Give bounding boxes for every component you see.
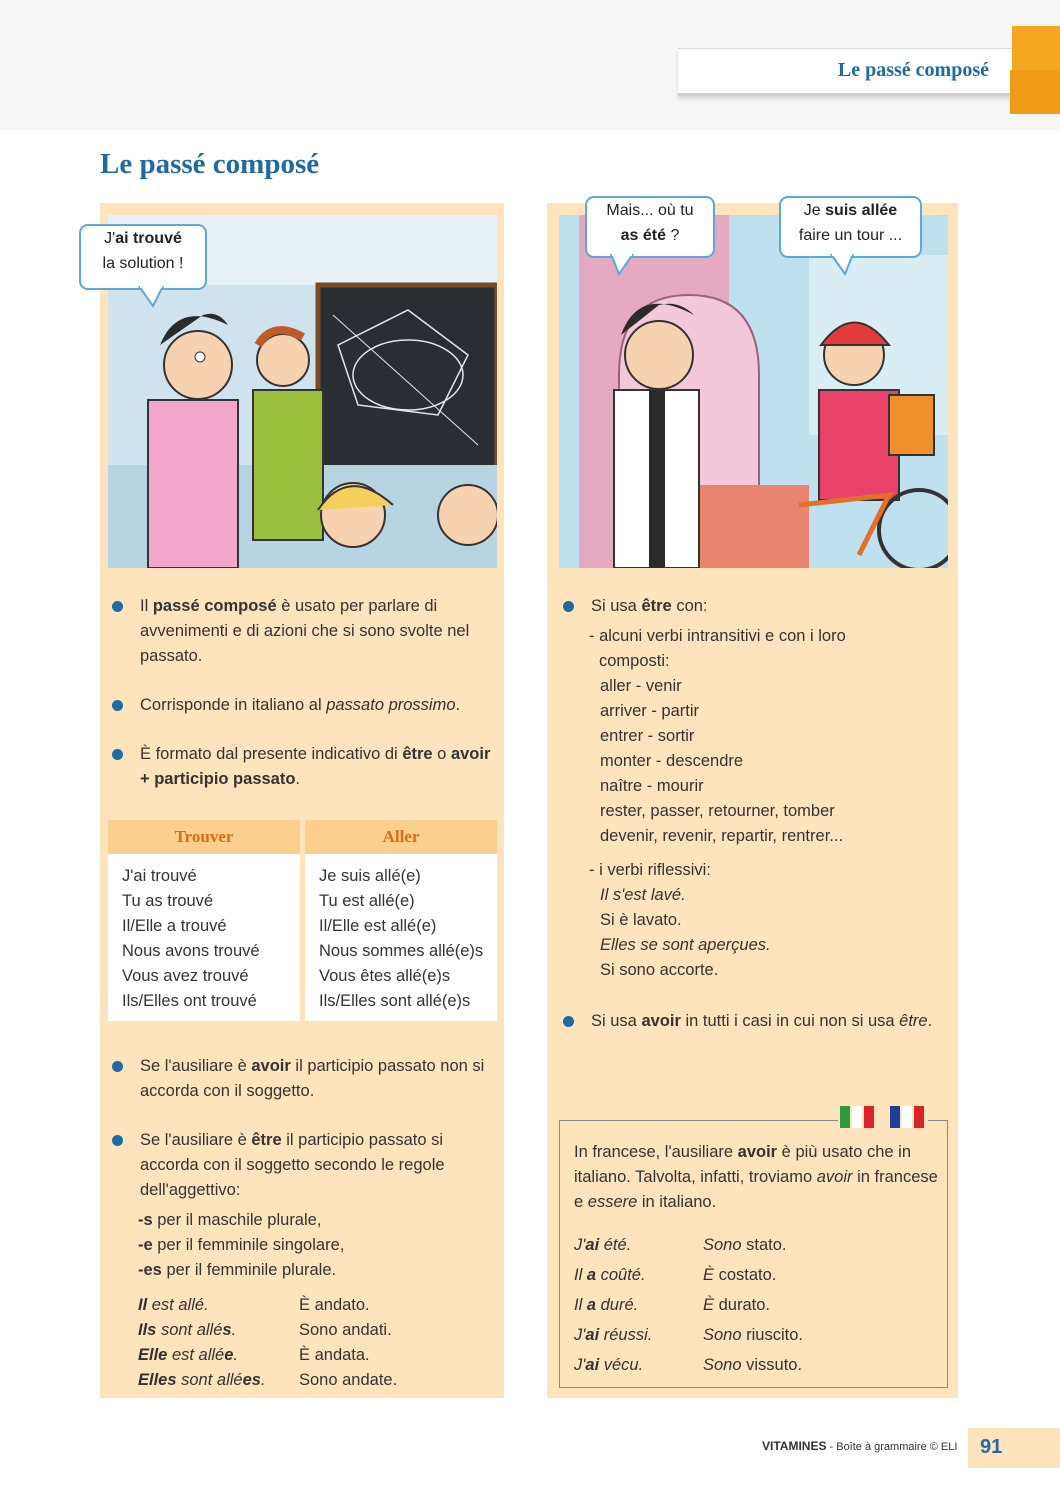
- text: J': [574, 1236, 586, 1254]
- bold-text: a: [586, 1296, 597, 1314]
- italic-text: Sono: [703, 1326, 742, 1344]
- bold-text: a: [586, 1266, 597, 1284]
- sub-intro: - i verbi riflessivi:: [589, 861, 711, 879]
- italic-text: È: [703, 1296, 715, 1314]
- ending-item: [138, 1208, 344, 1233]
- box-row-fr: [574, 1260, 652, 1290]
- french-examples: [138, 1293, 266, 1393]
- column-header: Trouver: [108, 820, 300, 854]
- table-cell: J'ai trouvé: [122, 867, 197, 885]
- text: È formato dal presente indicativo di: [140, 745, 403, 763]
- bubble-bold-text: as été: [620, 227, 667, 244]
- italian-examples: [299, 1293, 397, 1393]
- bubble-text-line2: faire un tour ...: [798, 227, 903, 244]
- reflexive-example: Elles se sont aperçues.: [600, 936, 771, 954]
- reflexive-example: Si è lavato.: [600, 911, 682, 929]
- example-it: È andata.: [299, 1346, 370, 1364]
- page-number-badge: [968, 1428, 1060, 1468]
- text: in italiano.: [637, 1193, 717, 1211]
- text: .: [295, 770, 301, 788]
- box-row-it: [703, 1290, 803, 1320]
- bold-text: avoir: [737, 1143, 778, 1161]
- bullet-dot-icon: [112, 1061, 123, 1072]
- bubble-text: J': [104, 230, 116, 247]
- bold-text: être: [641, 597, 672, 615]
- text: réussi.: [599, 1326, 653, 1344]
- bubble-bold-text: ai trouvé: [115, 230, 182, 247]
- table-cell: Vous avez trouvé: [122, 967, 249, 985]
- text: Il: [574, 1296, 587, 1314]
- text: .: [233, 1346, 239, 1364]
- bold-text: ai: [585, 1236, 600, 1254]
- box-paragraph: [574, 1140, 939, 1215]
- bullet-item: [561, 594, 951, 619]
- box-row-it: [703, 1350, 803, 1380]
- ending-item: [138, 1258, 344, 1283]
- page-title: Le passé composé: [100, 148, 320, 180]
- box-row-it: [703, 1260, 803, 1290]
- bold-text: ai: [585, 1356, 600, 1374]
- table-cell: Il/Elle est allé(e): [319, 917, 437, 935]
- table-cell: Nous avons trouvé: [122, 942, 260, 960]
- footer-credit: [762, 1439, 957, 1453]
- example-fr: [138, 1368, 266, 1393]
- table-cell: Ils/Elles ont trouvé: [122, 992, 257, 1010]
- text: .: [231, 1321, 237, 1339]
- bullet-dot-icon: [112, 700, 123, 711]
- verb-pair: arriver - partir: [600, 702, 700, 720]
- box-row-it: [703, 1230, 803, 1260]
- text: sont allé: [176, 1371, 243, 1389]
- text: Il: [140, 597, 153, 615]
- conjugation-table: [108, 820, 497, 1021]
- text: in francese e: [574, 1168, 938, 1211]
- sub-intro-cont: composti:: [599, 652, 670, 670]
- verb-pair: naître - mourir: [600, 777, 704, 795]
- bullet-dot-icon: [112, 749, 123, 760]
- text: J': [574, 1356, 586, 1374]
- column-aller: [305, 820, 497, 1021]
- verb-pair: rester, passer, retourner, tomber: [600, 802, 835, 820]
- box-row-fr: [574, 1350, 652, 1380]
- italic-text: être: [899, 1012, 928, 1030]
- text: J': [574, 1326, 586, 1344]
- box-row-it: [703, 1320, 803, 1350]
- speech-bubble-answer: [779, 196, 922, 258]
- column-header: Aller: [305, 820, 497, 854]
- text: per il maschile plurale,: [152, 1211, 322, 1229]
- text: è più usato che in italiano. Talvolta, infatti, troviamo: [574, 1143, 912, 1186]
- italy-france-flag-icon: [838, 1103, 928, 1131]
- italic-text: avoir: [816, 1168, 853, 1186]
- bold-text: -e: [138, 1236, 153, 1254]
- table-cell: Il/Elle a trouvé: [122, 917, 227, 935]
- text: per il femminile singolare,: [152, 1236, 345, 1254]
- table-cell: Vous êtes allé(e)s: [319, 967, 451, 985]
- text: costato.: [714, 1266, 777, 1284]
- bold-text: ai: [585, 1326, 600, 1344]
- bold-text: Ils: [138, 1321, 157, 1339]
- bubble-text-line2: la solution !: [102, 255, 184, 272]
- text: est allé: [167, 1346, 225, 1364]
- example-fr: [138, 1293, 266, 1318]
- bubble-tail: [135, 286, 175, 308]
- table-cell: Je suis allé(e): [319, 867, 421, 885]
- text: Si usa: [591, 597, 642, 615]
- bullet-dot-icon: [112, 1135, 123, 1146]
- text: Il: [574, 1266, 587, 1284]
- example-fr: [138, 1343, 266, 1368]
- text: per il femminile plurale.: [161, 1261, 337, 1279]
- example-it: È andato.: [299, 1296, 370, 1314]
- agreement-bullets: [110, 1054, 495, 1203]
- intro-bullets: [110, 594, 495, 792]
- bold-text: -es: [138, 1261, 162, 1279]
- verb-pair: entrer - sortir: [600, 727, 695, 745]
- verb-pair: monter - descendre: [600, 752, 744, 770]
- endings-list: [138, 1208, 344, 1283]
- text: in tutti i casi in cui non si usa: [680, 1012, 900, 1030]
- text: Se l'ausiliare è: [140, 1057, 252, 1075]
- column-trouver: [108, 820, 300, 1021]
- example-it: Sono andate.: [299, 1371, 398, 1389]
- bubble-text: ?: [666, 227, 680, 244]
- text: sont allé: [156, 1321, 223, 1339]
- bullet-item: [110, 594, 495, 669]
- text: est allé.: [147, 1296, 209, 1314]
- section-header: [678, 48, 1013, 96]
- ending-item: [138, 1233, 344, 1258]
- bold-text: -s: [138, 1211, 153, 1229]
- avoir-bullet: [561, 1009, 941, 1034]
- bold-text: avoir + participio passato: [140, 745, 491, 788]
- text: vécu.: [599, 1356, 644, 1374]
- table-cell: Ils/Elles sont allé(e)s: [319, 992, 471, 1010]
- box-row-fr: [574, 1230, 652, 1260]
- text: Si usa: [591, 1012, 642, 1030]
- text: stato.: [741, 1236, 787, 1254]
- bullet-dot-icon: [563, 601, 574, 612]
- text: .: [260, 1371, 266, 1389]
- verb-list: [589, 674, 846, 849]
- bubble-tail: [605, 254, 645, 276]
- bold-text: passé composé: [152, 597, 277, 615]
- text: o: [432, 745, 451, 763]
- text: con:: [671, 597, 708, 615]
- italic-text: È: [703, 1266, 715, 1284]
- page-number: 91: [980, 1436, 1003, 1458]
- reflexive-list: [589, 883, 771, 983]
- bullet-item: [110, 693, 495, 718]
- example-it: Sono andati.: [299, 1321, 392, 1339]
- bold-text: e: [224, 1346, 234, 1364]
- speech-bubble-question: [585, 196, 715, 258]
- sub-intro: - alcuni verbi intransitivi e con i loro: [589, 627, 846, 645]
- box-italian-col: [703, 1230, 803, 1380]
- column-rows: [108, 854, 300, 1014]
- text: il participio passato si accorda con il soggetto secondo le regole dell'aggettivo:: [140, 1131, 445, 1199]
- bullet-dot-icon: [563, 1016, 574, 1027]
- bold-text: es: [242, 1371, 261, 1389]
- text: durato.: [714, 1296, 770, 1314]
- text: il participio passato non si accorda con il soggetto.: [140, 1057, 485, 1100]
- text: Corrisponde in italiano al: [140, 696, 327, 714]
- column-rows: [305, 854, 497, 1014]
- footer-brand: VITAMINES: [762, 1439, 827, 1453]
- text: duré.: [596, 1296, 639, 1314]
- box-row-fr: [574, 1290, 652, 1320]
- text: coûté.: [596, 1266, 646, 1284]
- bullet-item: [110, 1054, 495, 1104]
- verb-pair: aller - venir: [600, 677, 682, 695]
- bold-text: être: [402, 745, 433, 763]
- reflexive-verbs: [589, 858, 771, 983]
- text: In francese, l'ausiliare: [574, 1143, 738, 1161]
- section-header-title: Le passé composé: [837, 59, 989, 81]
- table-cell: Nous sommes allé(e)s: [319, 942, 484, 960]
- bold-text: Elles: [138, 1371, 177, 1389]
- italic-text: Sono: [703, 1356, 742, 1374]
- table-cell: Tu as trouvé: [122, 892, 214, 910]
- bold-text: avoir: [251, 1057, 291, 1075]
- bullet-item: [110, 742, 495, 792]
- text: è usato per parlare di avvenimenti e di azioni che si sono svolte nel passato.: [140, 597, 470, 665]
- text: vissuto.: [741, 1356, 803, 1374]
- bold-text: Elle: [138, 1346, 168, 1364]
- verb-pair: devenir, revenir, repartir, rentrer...: [600, 827, 844, 845]
- reflexive-example: Si sono accorte.: [600, 961, 719, 979]
- intransitive-verbs: [589, 624, 846, 849]
- example-fr: [138, 1318, 266, 1343]
- table-cell: Tu est allé(e): [319, 892, 415, 910]
- bubble-bold-text: suis allée: [825, 202, 898, 219]
- text: Se l'ausiliare è: [140, 1131, 252, 1149]
- box-french-col: [574, 1230, 652, 1380]
- italic-text: passato prossimo: [326, 696, 456, 714]
- bullet-item: [110, 1128, 495, 1203]
- text: .: [455, 696, 461, 714]
- text: été.: [599, 1236, 632, 1254]
- bullet-item: [561, 1009, 941, 1034]
- footer-text: - Boîte à grammaire © ELI: [826, 1441, 958, 1453]
- comparison-box: [559, 1120, 948, 1388]
- orange-tab-shadow: [1010, 70, 1060, 114]
- box-row-fr: [574, 1320, 652, 1350]
- bubble-text: Je: [803, 202, 826, 219]
- text: .: [927, 1012, 933, 1030]
- bubble-text: Mais... où tu: [606, 202, 694, 219]
- text: riuscito.: [741, 1326, 803, 1344]
- bold-text: être: [251, 1131, 282, 1149]
- italic-text: Sono: [703, 1236, 742, 1254]
- bubble-tail: [823, 254, 863, 276]
- italic-text: essere: [587, 1193, 638, 1211]
- bold-text: Il: [138, 1296, 148, 1314]
- bold-text: s: [222, 1321, 232, 1339]
- speech-bubble-trouve: [79, 224, 207, 290]
- bold-text: avoir: [641, 1012, 681, 1030]
- bullet-dot-icon: [112, 601, 123, 612]
- etre-bullet: [561, 594, 951, 619]
- reflexive-example: Il s'est lavé.: [600, 886, 686, 904]
